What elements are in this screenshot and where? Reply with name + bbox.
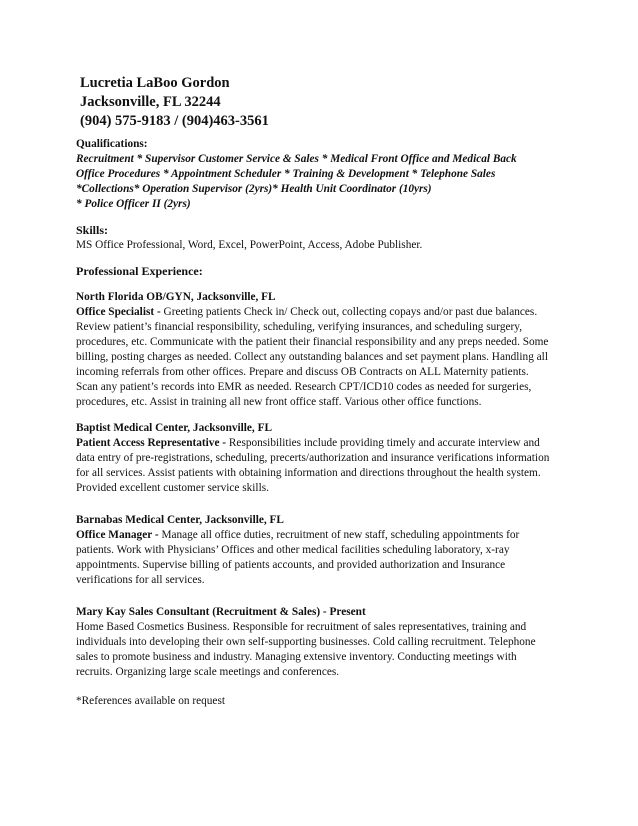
job-description-line: appointments. Supervise billing of patients accounts, and provided authorization and Insurance <box>76 559 506 571</box>
job-title: Patient Access Representative - <box>76 437 229 449</box>
qualifications-section <box>76 137 576 212</box>
job-description-line: patients. Work with Physicians’ Offices and other medical facilities scheduling laboratory, x-ray <box>76 544 510 556</box>
job-description-line: incoming referrals from other offices. Prepare and discuss OB Contracts on ALL Maternity patients. <box>76 366 529 378</box>
qualification-line: * Police Officer II (2yrs) <box>76 198 191 210</box>
experience-heading-wrap <box>76 263 576 279</box>
skills-heading: Skills: <box>76 223 109 237</box>
job-description-line: verifications for all services. <box>76 574 205 586</box>
job-description-first: Greeting patients Check in/ Check out, collecting copays and/or past due balances. <box>163 306 538 318</box>
job-description-line: individuals into developing their own self-supporting businesses. Cold calling recruitment. Telephone <box>76 636 536 648</box>
experience-heading: Professional Experience: <box>76 264 203 278</box>
job-description-line: Provided excellent customer service skills. <box>76 482 269 494</box>
job-employer: North Florida OB/GYN, Jacksonville, FL <box>76 291 276 303</box>
job-employer: Mary Kay Sales Consultant (Recruitment & Sales) - Present <box>76 606 366 618</box>
job-entry <box>76 605 576 680</box>
job-entry <box>76 290 576 410</box>
job-description-line: recruits. Organizing large scale meetings and conferences. <box>76 666 340 678</box>
applicant-name: Lucretia LaBoo Gordon <box>80 75 230 91</box>
job-description-line: procedures, etc. Communicate with the patient their financial responsibility and any preps needed. Some <box>76 336 549 348</box>
references-section <box>76 694 576 709</box>
job-description-line: Review patient’s financial responsibility, scheduling, verifying insurances, and scheduling surgery, <box>76 321 523 333</box>
job-description-line: data entry of pre-registrations, scheduling, precerts/authorization and insurance verifications information <box>76 452 550 464</box>
job-employer: Baptist Medical Center, Jacksonville, FL <box>76 422 273 434</box>
job-title: Office Manager - <box>76 529 162 541</box>
qualification-line: Office Procedures * Appointment Scheduler * Training & Development * Telephone Sales <box>76 168 496 180</box>
job-description-line: for all services. Assist patients with obtaining information and directions throughout the health system. <box>76 467 541 479</box>
job-description-line: sales to promote business and industry. Managing extensive inventory. Conducting meetings with <box>76 651 517 663</box>
job-entry <box>76 513 576 588</box>
job-description-first: Responsibilities include providing timely and accurate interview and <box>228 437 540 449</box>
job-title: Office Specialist - <box>76 306 164 318</box>
job-description-line: procedures, etc. Assist in training all new front office staff. Various other office functions. <box>76 396 482 408</box>
job-description-first: Home Based Cosmetics Business. Responsible for recruitment of sales representatives, training and <box>76 621 527 633</box>
resume-header <box>80 74 269 131</box>
skills-text: MS Office Professional, Word, Excel, PowerPoint, Access, Adobe Publisher. <box>76 239 423 251</box>
qualification-line: Recruitment * Supervisor Customer Service & Sales * Medical Front Office and Medical Back <box>76 153 517 165</box>
qualification-line: *Collections* Operation Supervisor (2yrs)* Health Unit Coordinator (10yrs) <box>76 183 432 195</box>
skills-section <box>76 222 576 253</box>
job-description-line: Scan any patient’s records into EMR as needed. Research CPT/ICD10 codes as needed for surgeries, <box>76 381 532 393</box>
job-description-line: billing, posting charges as needed. Collect any outstanding balances and set payment plans. Handling all <box>76 351 548 363</box>
applicant-address: Jacksonville, FL 32244 <box>80 94 221 110</box>
job-entry <box>76 421 576 496</box>
references-note: *References available on request <box>76 695 225 707</box>
job-description-first: Manage all office duties, recruitment of new staff, scheduling appointments for <box>161 529 520 541</box>
job-employer: Barnabas Medical Center, Jacksonville, FL <box>76 514 284 526</box>
applicant-phone: (904) 575-9183 / (904)463-3561 <box>80 113 269 129</box>
qualifications-heading: Qualifications: <box>76 138 148 150</box>
